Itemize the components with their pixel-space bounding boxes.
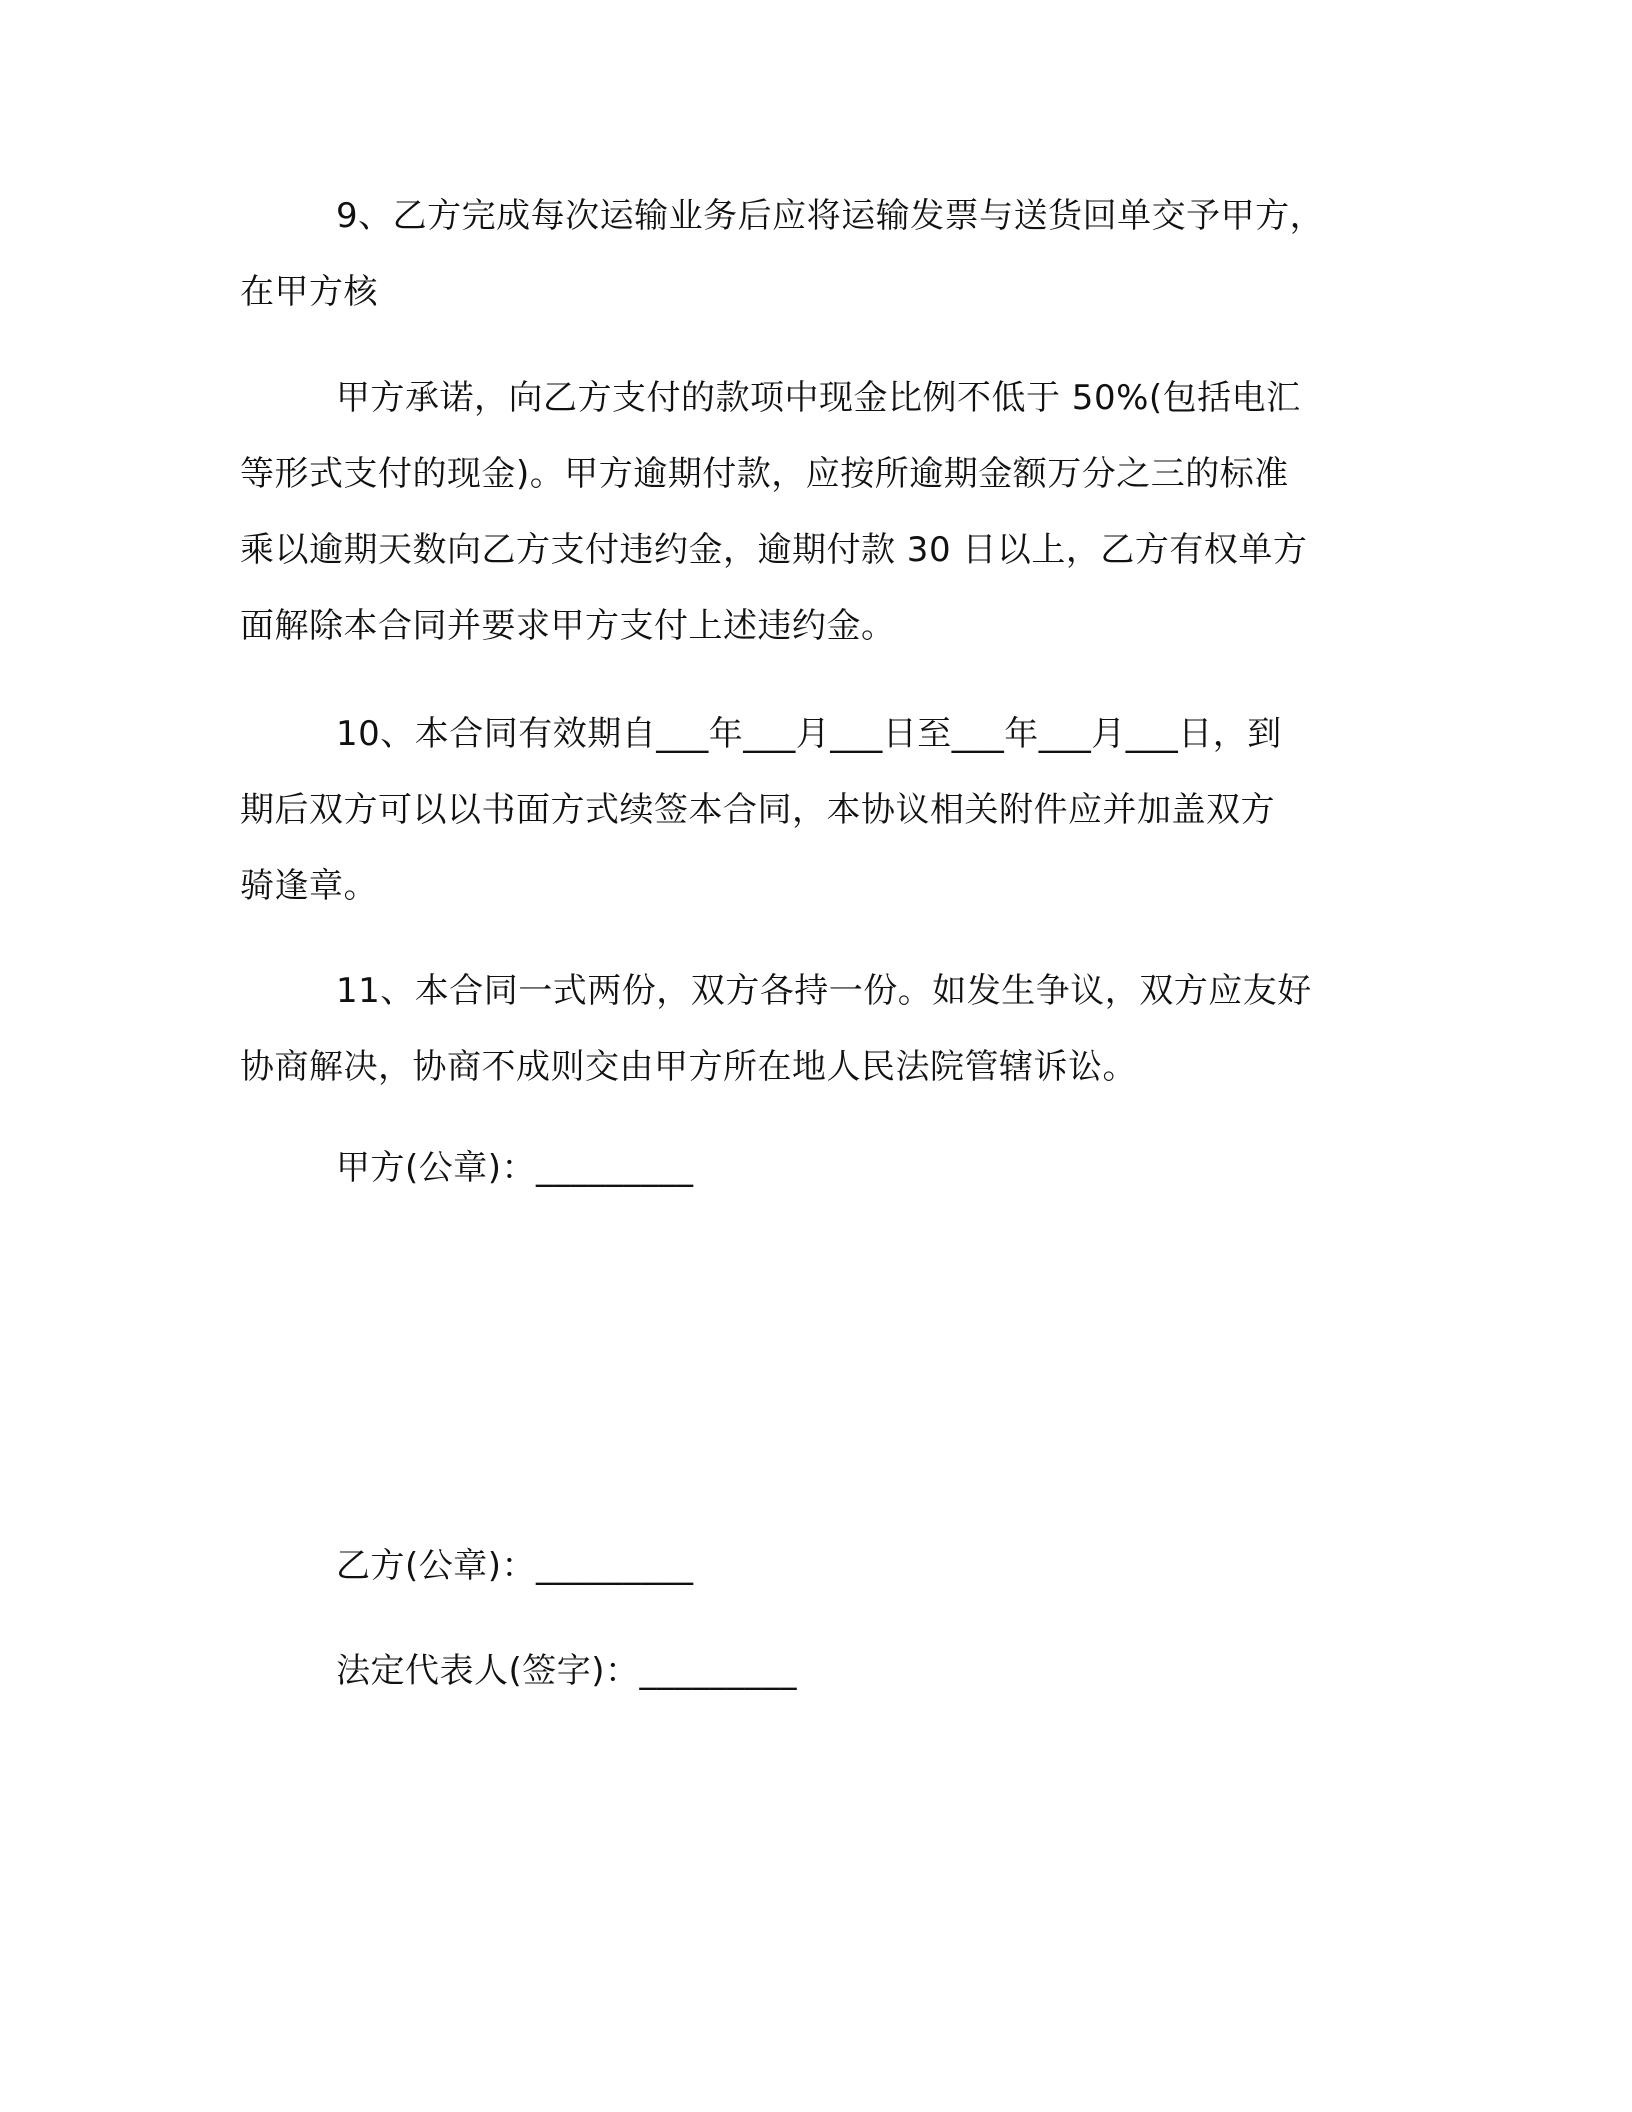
payment-line-3: 乘以逾期天数向乙方支付违约金，逾期付款 30 日以上，乙方有权单方 bbox=[240, 530, 1308, 570]
clause-11 bbox=[240, 953, 1390, 1105]
clause-11-line-1: 11、本合同一式两份，双方各持一份。如发生争议，双方应友好 bbox=[336, 971, 1312, 1011]
clause-10-line-3: 骑逢章。 bbox=[240, 866, 378, 906]
party-b-seal-line: 乙方(公章)：_________ bbox=[336, 1546, 694, 1586]
clause-9-line-1: 9、乙方完成每次运输业务后应将运输发票与送货回单交予甲方， bbox=[336, 196, 1325, 236]
payment-paragraph bbox=[240, 360, 1390, 664]
payment-line-4: 面解除本合同并要求甲方支付上述违约金。 bbox=[240, 606, 896, 646]
clause-10 bbox=[240, 696, 1390, 924]
clause-9-line-2: 在甲方核 bbox=[240, 272, 378, 312]
clause-11-line-2: 协商解决，协商不成则交由甲方所在地人民法院管辖诉讼。 bbox=[240, 1047, 1137, 1087]
payment-line-1: 甲方承诺，向乙方支付的款项中现金比例不低于 50%(包括电汇 bbox=[336, 378, 1301, 418]
clause-9 bbox=[240, 178, 1390, 330]
party-a-seal-line: 甲方(公章)：_________ bbox=[336, 1148, 694, 1188]
clause-10-line-1: 10、本合同有效期自___年___月___日至___年___月___日，到 bbox=[336, 714, 1282, 754]
payment-line-2: 等形式支付的现金)。甲方逾期付款，应按所逾期金额万分之三的标准 bbox=[240, 454, 1289, 494]
legal-representative-signature-line: 法定代表人(签字)：_________ bbox=[336, 1651, 798, 1691]
clause-10-line-2: 期后双方可以以书面方式续签本合同，本协议相关附件应并加盖双方 bbox=[240, 790, 1275, 830]
